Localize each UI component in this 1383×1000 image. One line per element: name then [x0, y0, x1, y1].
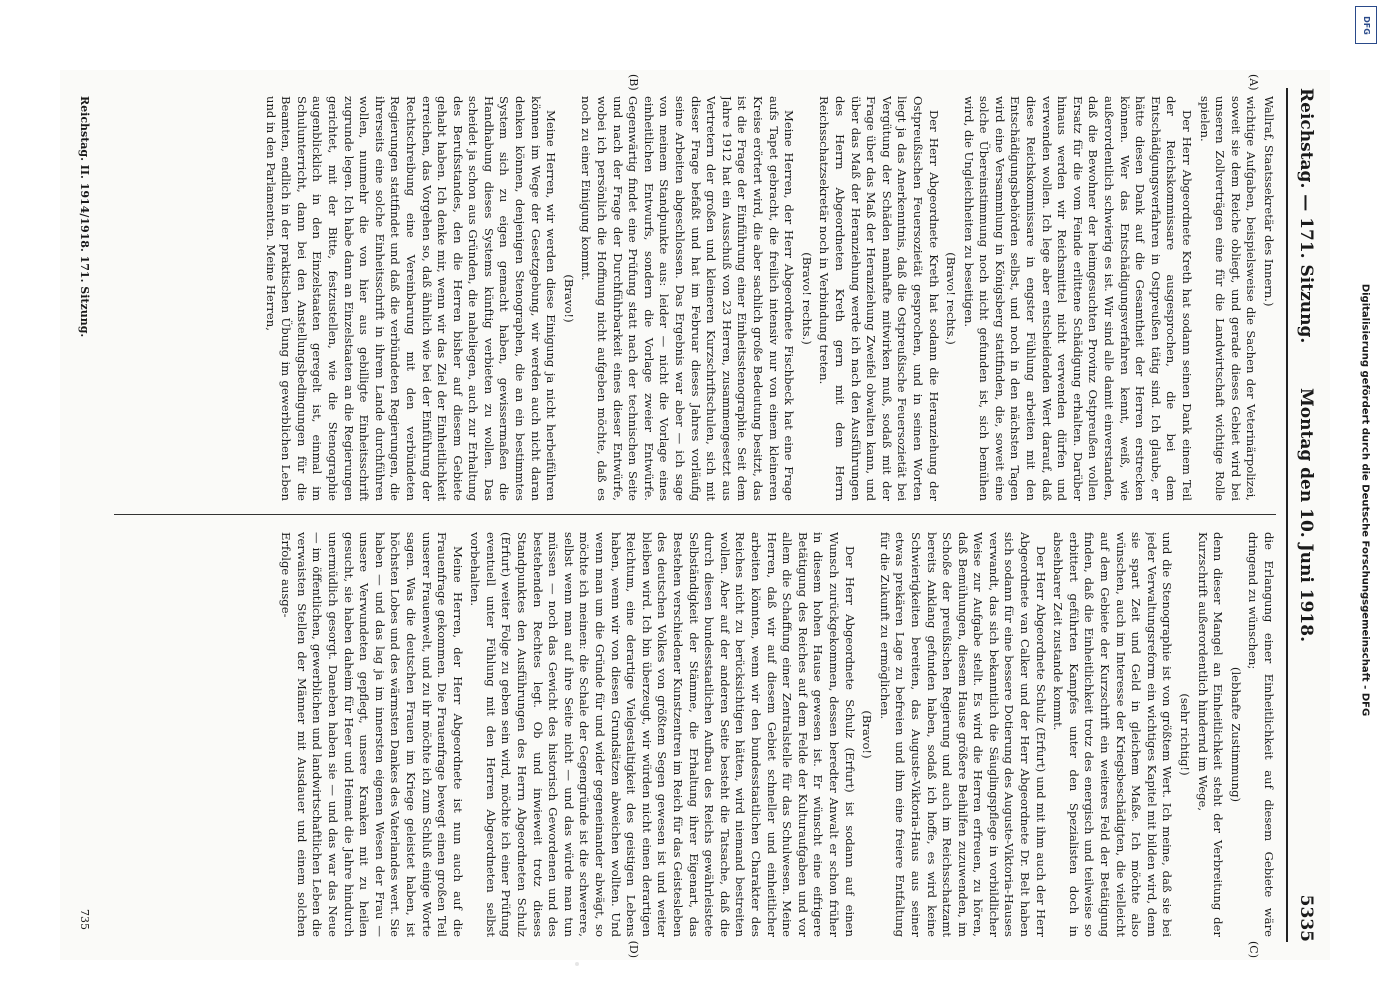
header-date: Montag den 10. Juni 1918. [1296, 387, 1316, 643]
paragraph: (Bravo!) [561, 274, 576, 323]
paragraph: (Bravo! rechts.) [799, 252, 814, 345]
page-header [1286, 88, 1322, 942]
paragraph: Der Herr Abgeordnete Kreth hat sodann die Heranziehung der Ostpreußischen Feuersozietät gesprochen, und in seinen Worten liegt ja das Anerkenntnis, daß die Ostpreußische Feuersozietät bei Vergütung der Schäden namhafte mitwirken muß, sodaß mit der Frage über das Maß der Heranziehung Zweifel obwalten kann, und über das Maß der Heranziehung werde ich nach den Ausführungen des Herrn Abgeordneten Kreth gern mit dem Herrn Reichsschatzsekretär noch in Verbindung treten. [817, 96, 941, 501]
paragraph: denn dieser Mangel an Einheitlichkeit steht der Verbreitung der Kurzschrift außerordentlich hindernd im Wege, [1195, 532, 1226, 937]
paragraph: und die Stenographie ist von größtem Wert. Ich meine, daß sie bei jeder Verwaltungsreform ein wichtiges Kapitel mit bilden wird, denn sie spart Zeit und Geld in gleichem Maße. Ich möchte also wünschen, auch im Interesse der Kriegsbeschädigten, die vielleicht auf dem Gebiete der Kurzschrift ein weiteres Feld der Betätigung finden, daß die Einheitlichkeit trotz des energisch und teilweise so erbittert geführten Kampfes unter den Spezialisten doch in absehbarer Zeit zustande kommt. [1051, 532, 1175, 937]
paragraph: (lebhafte Zustimmung) [1228, 666, 1243, 803]
page-footer: Reichstag. II. 1914/1918. 171. Sitzung. [78, 96, 91, 338]
scanned-page [60, 70, 1330, 960]
text-column-right [114, 532, 1276, 937]
paragraph: Meine Herren, der Herr Abgeordnete ist nun auch auf die Frauenfrage gekommen. Die Frauenfrage bewegt einen großen Teil unserer Frauenwelt, und zu ihr möchte ich zum Schluß einige Worte sagen. Was die deutschen Frauen im Kriege geleistet haben, ist höchsten Lobes und des wärmsten Dankes des Vaterlandes wert. Sie haben — und das lag ja im innersten eigenen Wesen der Frau — unsere Verwundeten gepflegt, unsere Kranken mit zu heilen gesucht, sie haben daheim für Heer und Heimat die Jahre hindurch unermüdlich gesorgt. Daneben haben sie — und das war das Neue — im öffentlichen, gewerblichen und landwirtschaftlichen Leben die verwaisten Stellen der Männer mit Ausdauer und einem solchen Erfolge ausge- [279, 532, 465, 937]
paragraph: (Bravo! rechts.) [944, 252, 959, 345]
page-code: 735 [78, 909, 91, 930]
margin-marker-d: (D) [627, 940, 640, 958]
paragraph: (sehr richtig!) [1178, 693, 1193, 776]
column-divider [114, 514, 1276, 515]
margin-marker-c: (C) [1247, 941, 1260, 958]
paragraph: Meine Herren, der Herr Abgeordnete Fischbeck hat eine Frage aufs Tapet gebracht, die freilich intensiv nur von einem kleineren Kreise erörtert wird, die aber sachlich große Bedeutung besitzt, das ist die Frage der Einführung einer Einheitsstenographie. Seit dem Jahre 1912 hat ein Ausschuß von 23 Herren, zusammengesetzt aus Vertretern der großen und kleineren Kurzschriftschulen, sich mit dieser Frage befaßt und hat im Februar dieses Jahres vorläufig seine Arbeiten abgeschlossen. Das Ergebnis war aber — ich sage von meinem Standpunkte aus: leider — nicht die Vorlage eines einheitlichen Entwurfs, sondern die Vorlage zweier Entwürfe. Gegenwärtig findet eine Prüfung statt nach der technischen Seite und nach der Frage der Durchführbarkeit eines dieser Entwürfe, wobei ich persönlich die Hoffnung nicht aufgeben möchte, daß es noch zu einer Einigung kommt. [579, 96, 797, 501]
rotated-page-content [60, 70, 1330, 960]
margin-marker-b: (B) [627, 74, 640, 91]
header-session: Reichstag. — 171. Sitzung. [1296, 88, 1316, 344]
digitization-sidebar [1352, 10, 1378, 990]
paragraph: Der Herr Abgeordnete Schulz (Erfurt) und mit ihm auch der Herr Abgeordnete van Calker und der Herr Abgeordnete Dr. Belt haben sich sodann für eine bessere Dotierung des Auguste-Viktoria-Hauses verwandt, das sich bekanntlich die Säuglingspflege in vorbildlicher Weise zur Aufgabe stellt. Es wird die Herren erfreuen, zu hören, daß Bemühungen, diesem Hause größere Beihilfen zuzuwenden, im Schoße der preußischen Regierung und auch im Reichsschatzamt bereits Anklang gefunden haben, sodaß ich hoffe, es wird keine Schwierigkeiten bereiten, das Auguste-Viktoria-Haus aus seiner etwas prekären Lage zu befreien und ihm eine freiere Entfaltung für die Zukunft zu ermöglichen. [877, 532, 1048, 937]
paragraph: Der Herr Abgeordnete Kreth hat sodann seinen Dank einem Teil der Reichskommissare ausgesprochen, die bei dem Entschädigungsverfahren in Ostpreußen tätig sind. Ich glaube, er hätte diesen Dank auf die Gesamtheit der Herren erstrecken können. Wer das Entschädigungsverfahren kennt, weiß, wie außerordentlich schwierig es ist. Wir sind alle damit einverstanden, daß die Bewohner der heimgesuchten Provinz Ostpreußen vollen Ersatz für die vom Feinde erlittene Schädigung erhalten. Darüber hinaus werden wir Reichsmittel nicht verwenden dürfen und verwenden wollen. Ich lege aber entscheidenden Wert darauf, daß diese Reichskommissare in engster Fühlung arbeiten mit den Entschädigungsbehörden selbst, und noch in den nächsten Tagen wird eine Versammlung in Königsberg stattfinden, die, soweit eine solche Übereinstimmung noch nicht gefunden ist, sich bemühen wird, die Ungleichheiten zu beseitigen. [961, 96, 1195, 501]
paragraph: (Bravo!) [860, 710, 875, 759]
margin-marker-a: (A) [1247, 74, 1260, 91]
text-column-left [114, 96, 1276, 501]
paragraph: Meine Herren, wir werden diese Einigung ja nicht herbeiführen können im Wege der Gesetzgebung, wir werden auch nicht daran denken können, denjenigen Stenographen, die an ein bestimmtes System sich zu eigen gemacht haben, gewissermaßen die Handhabung dieses Systems künftig verbieten zu wollen. Das scheidet ja schon aus Gründen, die naheliegen, auch zur Erhaltung des Berufsstandes, den die Herren bisher auf diesem Gebiete gehabt haben. Ich denke mir, wenn wir das Ziel der Einheitlichkeit erreichen, das Vorgehen so, daß ähnlich wie bei der Einführung der Rechtschreibung eine Vereinbarung mit den verbündeten Regierungen stattfindet und daß die verbündeten Regierungen, die ihrerseits eine solche Einheitsschrift in ihrem Lande durchführen wollen, nunmehr die von hier aus gebilligte Einheitsschrift zugrunde legen. Ich habe dann an Einzelstaaten an die Regierungen gerichtet, mit der Bitte, festzustellen, wie die Stenographie augenblicklich in den Einzelstaaten geregelt ist, einmal im Schulunterricht, dann bei den Anstellungsbedingungen für die Beamten, endlich in der praktischen Übung im gewerblichen Leben und in den Parlamenten. Meine Herren, [263, 96, 559, 501]
digitization-credit: Digitalisierung gefördert durch die Deutsche Forschungsgemeinschaft - DFG [1359, 283, 1371, 717]
scan-speck [575, 962, 579, 966]
paragraph: wichtige Aufgaben, beispielsweise die Sachen der Veterinärpolizei, soweit sie dem Reiche obliegt, und gerade dieses Gebiet wird bei unseren Zollverträgen eine für die Landwirtschaft wichtige Rolle spielen. [1197, 96, 1259, 501]
paragraph: die Erlangung einer Einheitlichkeit auf diesem Gebiete wäre dringend zu wünschen; [1246, 532, 1276, 937]
header-page-number: 5335 [1296, 894, 1316, 942]
paragraph: Wallraf, Staatssekretär des Innern.) [1262, 96, 1276, 307]
paragraph: Der Herr Abgeordnete Schulz (Erfurt) ist sodann auf einen Wunsch zurückgekommen, dessen beredter Anwalt er schon früher in diesem hohen Hause gewesen ist. Er wünscht eine eifrigere Betätigung des Reiches auf dem Felde der Kulturaufgaben und vor allem die Schaffung einer Zentralstelle für das Schulwesen. Meine Herren, daß wir auf diesem Gebiet schneller und einheitlicher arbeiten könnten, wenn wir den bundesstaatlichen Charakter des Reiches nicht zu berücksichtigen hätten, wird niemand bestreiten wollen. Aber auf der anderen Seite besteht die Tatsache, daß die durch diesen bundesstaatlichen Aufbau des Reichs gewährleistete Selbständigkeit der Stämme, die Erhaltung ihrer Eigenart, das Bestehen verschiedener Kunstzentren im Reich für das Geistesleben des deutschen Volkes von größtem Segen gewesen ist und weiter bleiben wird. Ich bin überzeugt, wir würden nicht einen derartigen Reichtum, eine derartige Vielgestaltigkeit des geistigen Lebens haben, wenn wir von diesen Grundsätzen abweichen wollten. Und wenn man um die Gründe für und wider gegeneinander abwägt, so möchte ich meinen: die Schale der Gegengründe ist die schwerere, selbst wenn man auf ihre Seite nicht — und das würde man tun müssen — noch das Gewicht des historisch Gewordenen und des bestehenden Rechtes legt. Ob und inwieweit trotz dieses Standpunktes den Ausführungen des Herrn Abgeordneten Schulz (Erfurt) weiter Folge zu geben sein wird, möchte ich einer Prüfung eventuell unter Fühlung mit den Herren Abgeordneten selbst vorbehalten. [468, 532, 857, 937]
dfg-logo: DFG [1355, 6, 1377, 44]
